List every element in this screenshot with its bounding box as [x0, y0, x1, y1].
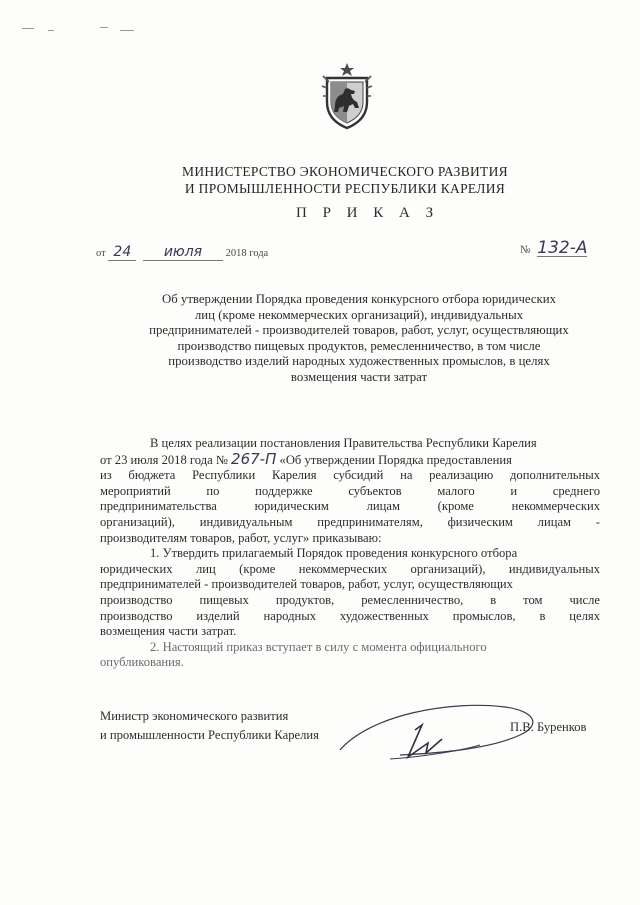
subject-line: возмещения части затрат	[290, 369, 428, 384]
preamble-title-start: «Об утверждении Порядка предоставления	[279, 452, 512, 467]
scan-speck	[120, 30, 134, 31]
preamble-line: организаций), индивидуальным предпринимателям, физическим лицам -	[100, 514, 600, 529]
resolution-number: 267-П	[231, 449, 277, 468]
subject-line: производство изделий народных художественных промыслов, в целях	[168, 354, 550, 369]
preamble-line: предпринимательства юридическим лицам (кроме некоммерческих	[100, 499, 600, 514]
item2-line: опубликования.	[100, 655, 184, 670]
ministry-name-line2: И ПРОМЫШЛЕННОСТИ РЕСПУБЛИКИ КАРЕЛИЯ	[184, 181, 506, 196]
item1-line: производство изделий народных художественных промыслов, в целях	[100, 608, 600, 623]
signatory-position	[100, 707, 319, 745]
preamble-date: от 23 июля 2018 года №	[100, 452, 228, 467]
subject-line: лиц (кроме некоммерческих организаций), индивидуальных	[194, 307, 524, 322]
order-day: 24	[108, 244, 136, 261]
preamble-line: В целях реализации постановления Правительства Республики Карелия	[150, 436, 537, 450]
order-month: июля	[143, 244, 223, 261]
date-prefix: от	[96, 248, 106, 259]
item2-line: 2. Настоящий приказ вступает в силу с момента официального	[150, 639, 487, 654]
preamble-line: мероприятий по поддержке субъектов малого и среднего	[100, 483, 600, 498]
order-date	[96, 244, 268, 261]
handwritten-signature	[330, 695, 545, 780]
number-prefix: №	[520, 244, 531, 256]
order-subject	[110, 292, 608, 386]
scan-speck	[48, 30, 54, 31]
item1-line: юридических лиц (кроме некоммерческих организаций), индивидуальных	[100, 561, 600, 576]
scan-speck	[22, 28, 34, 29]
order-year: 2018 года	[225, 248, 269, 259]
item1-line: предпринимателей - производителей товаров, работ, услуг, осуществляющих	[100, 577, 513, 592]
item1-line: возмещения части затрат.	[100, 624, 237, 639]
order-body	[100, 436, 600, 671]
document-title: П Р И К А З	[296, 205, 440, 221]
preamble-line: из бюджета Республики Карелия субсидий на реализацию дополнительных	[100, 468, 600, 483]
subject-line: Об утверждении Порядка проведения конкурсного отбора юридических	[161, 292, 557, 306]
scan-speck	[100, 27, 108, 28]
item1-line: 1. Утвердить прилагаемый Порядок проведения конкурсного отбора	[150, 546, 518, 561]
subject-line: предпринимателей - производителей товаров, работ, услуг, осуществляющих	[149, 323, 569, 338]
subject-line: производство пищевых продуктов, ремесленничество, в том числе	[177, 338, 541, 353]
ministry-name-line1: МИНИСТЕРСТВО ЭКОНОМИЧЕСКОГО РАЗВИТИЯ	[182, 164, 508, 179]
karelia-coat-of-arms-icon	[321, 62, 373, 130]
position-line: Министр экономического развития	[100, 709, 289, 723]
ministry-name	[150, 163, 540, 197]
preamble-line	[100, 449, 600, 469]
order-number-value: 132-А	[537, 238, 588, 258]
signatory-name: П.В. Буренков	[510, 720, 587, 734]
preamble-line: производителям товаров, работ, услуг» приказываю:	[100, 530, 382, 545]
item1-line: производство пищевых продуктов, ремесленничество, в том числе	[100, 592, 600, 607]
order-number	[520, 240, 587, 257]
position-line: и промышленности Республики Карелия	[100, 728, 319, 742]
